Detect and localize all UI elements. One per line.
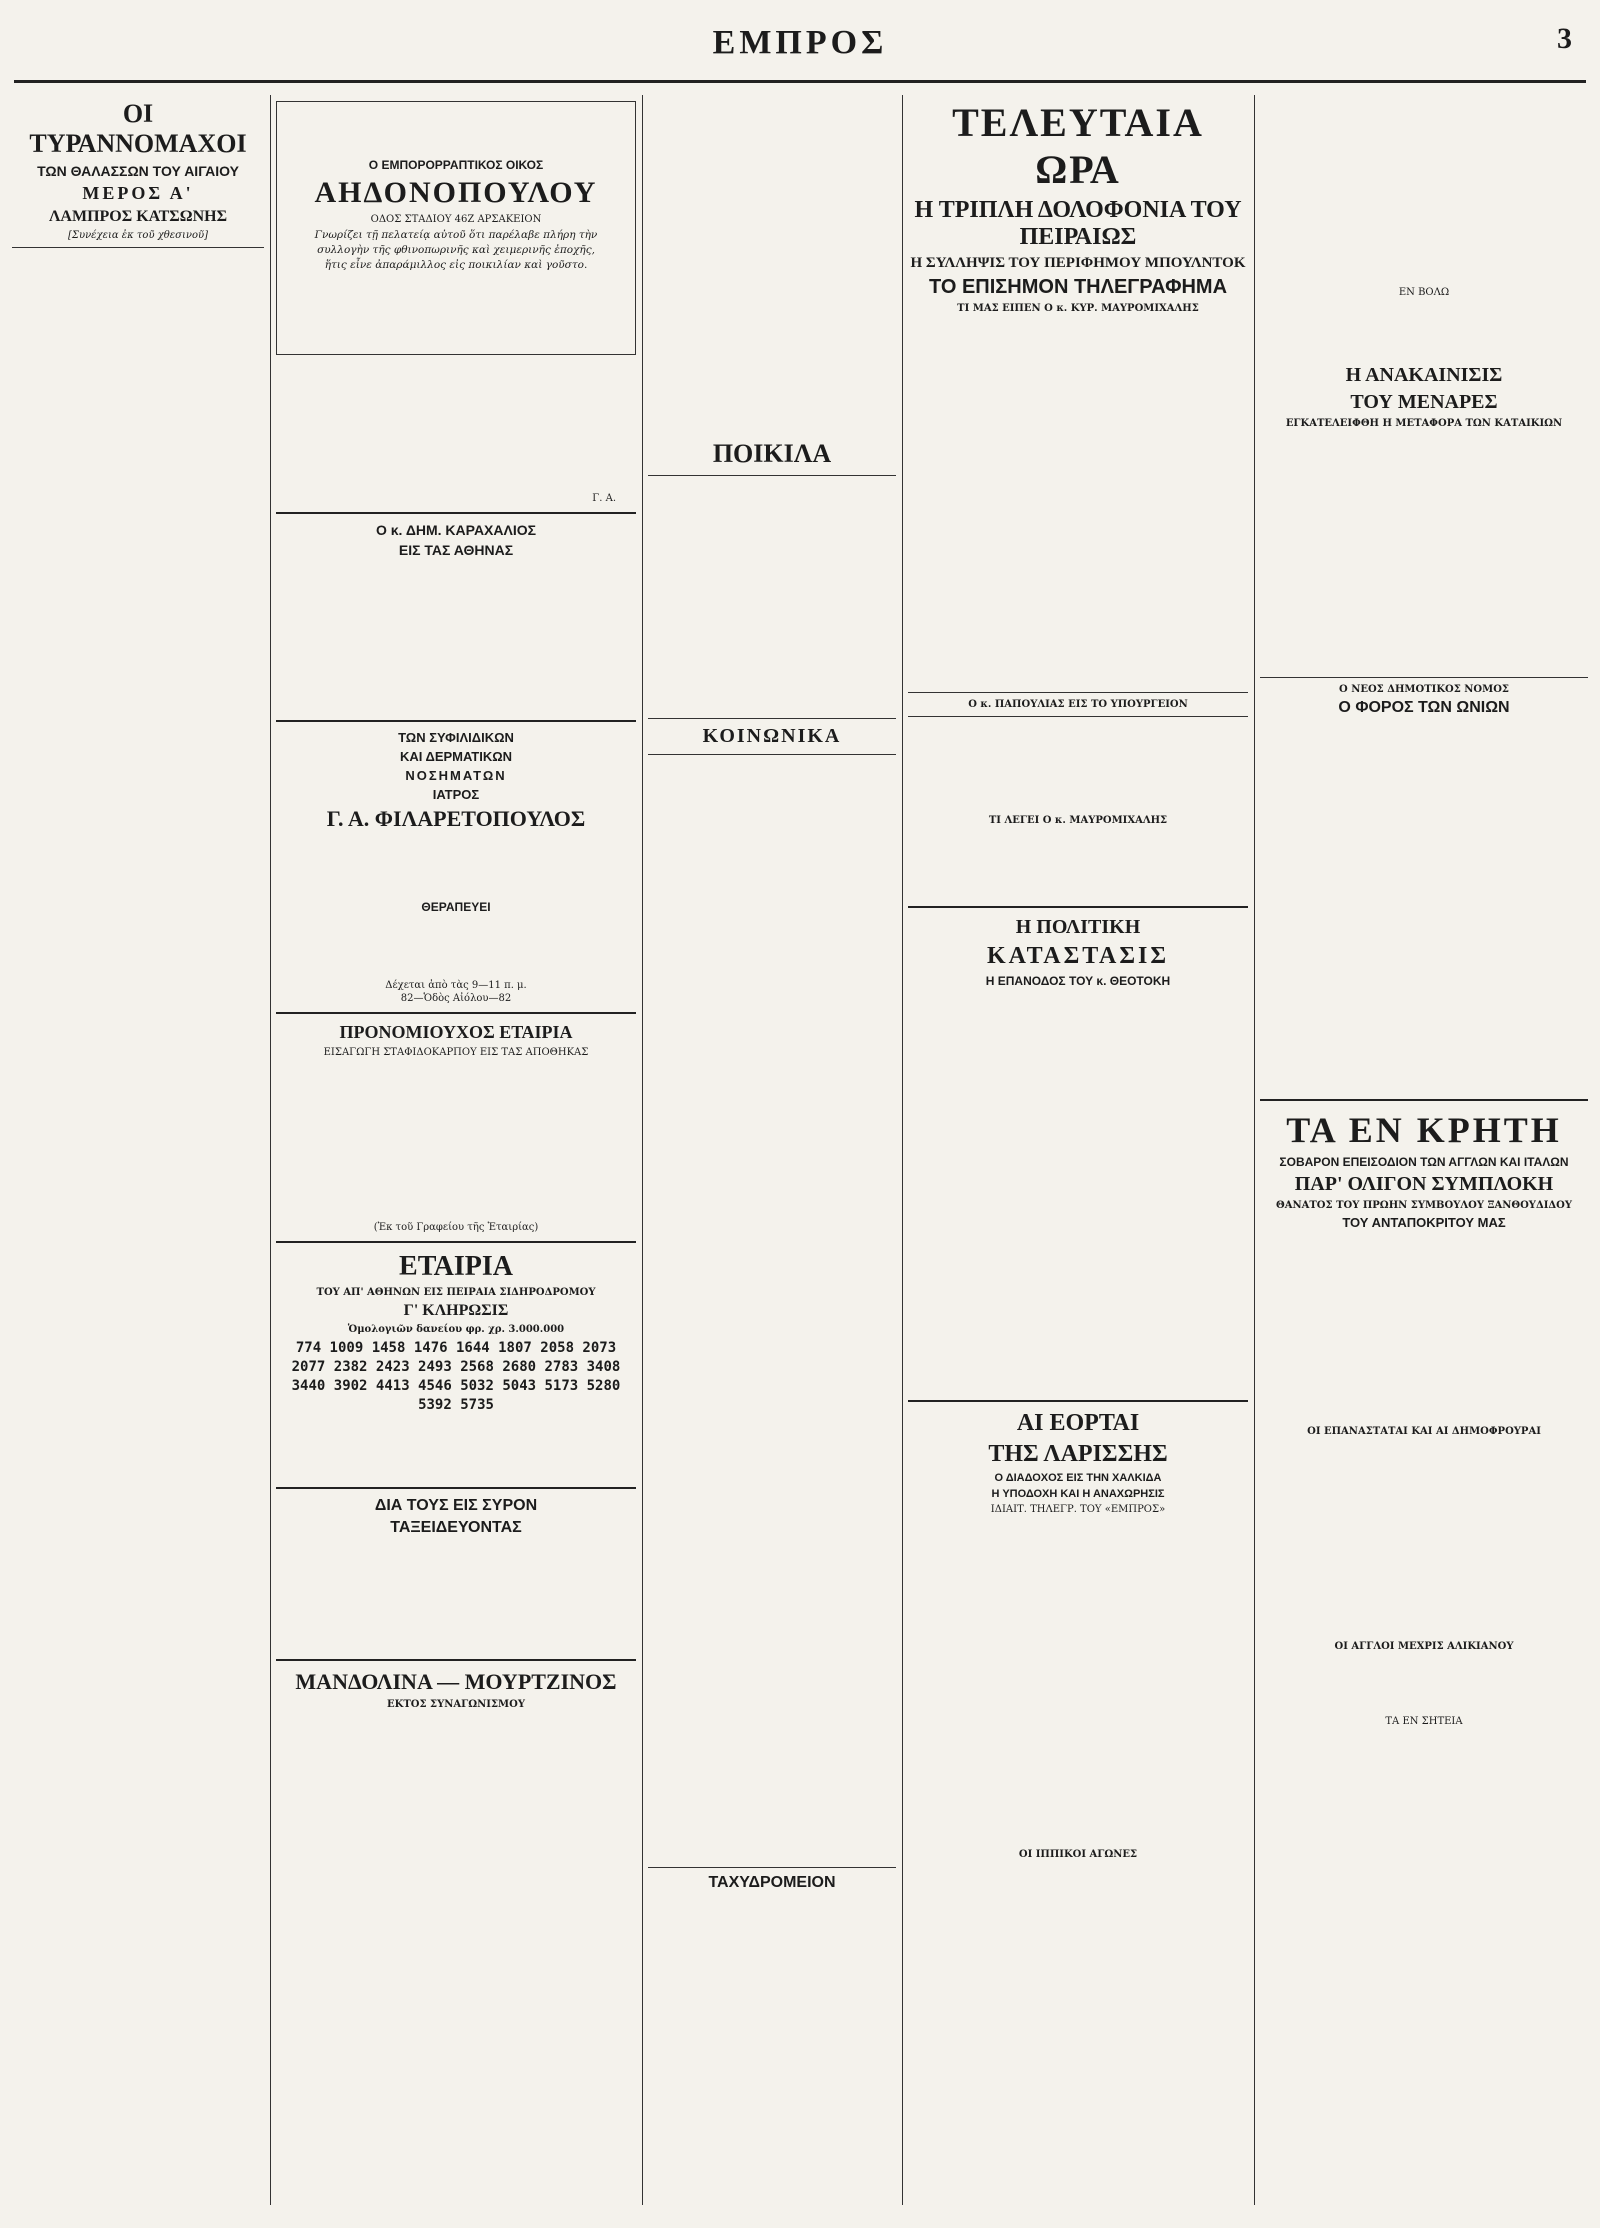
mandolina-heading: ΜΑΝΔΟΛΙΝΑ — ΜΟΥΡΤΖΙΝΟΣ bbox=[295, 1669, 617, 1694]
serial-note: [Συνέχεια ἐκ τοῦ χθεσινοῦ] bbox=[68, 230, 208, 241]
menares-heading: ΤΟΥ ΜΕΝΑΡΕΣ bbox=[1350, 391, 1498, 413]
newspaper-title: ΕΜΠΡΟΣ bbox=[712, 24, 888, 61]
karachalios-subheading: ΕΙΣ ΤΑΣ ΑΘΗΝΑΣ bbox=[398, 542, 514, 558]
divider bbox=[908, 906, 1248, 908]
anakainisis-heading: Η ΑΝΑΚΑΙΝΙΣΙΣ bbox=[1345, 364, 1503, 386]
eortai-heading-3: Ο ΔΙΑΔΟΧΟΣ ΕΙΣ ΤΗΝ ΧΑΛΚΙΔΑ bbox=[994, 1472, 1162, 1484]
arrest-heading: Η ΣΥΛΛΗΨΙΣ ΤΟΥ ΠΕΡΙΦΗΜΟΥ ΜΠΟΥΛΝΤΟΚ bbox=[910, 255, 1246, 271]
divider bbox=[648, 475, 896, 476]
serial-title: ΟΙ ΤΥΡΑΝΝΟΜΑΧΟΙ bbox=[29, 99, 247, 158]
page-number: 3 bbox=[1557, 22, 1572, 55]
divider bbox=[12, 247, 264, 248]
office-hours: Δέχεται ἀπὸ τὰς 9—11 π. μ. bbox=[385, 980, 527, 991]
ad-name: ΑΗΔΟΝΟΠΟΥΛΟΥ bbox=[314, 176, 598, 209]
column-4-latest-news bbox=[908, 95, 1248, 2205]
syros-heading: ΔΙΑ ΤΟΥΣ ΕΙΣ ΣΥΡΟΝ bbox=[374, 1497, 538, 1514]
column-3-news bbox=[648, 95, 896, 2205]
office-address: 82—Ὁδὸς Αἰόλου—82 bbox=[400, 993, 512, 1004]
divider bbox=[276, 512, 636, 514]
signature: Γ. Α. bbox=[592, 493, 616, 504]
koinonika-heading: ΚΟΙΝΩΝΙΚΑ bbox=[702, 725, 842, 747]
pronomiouchos-source: (Ἐκ τοῦ Γραφείου τῆς Ἑταιρίας) bbox=[373, 1222, 539, 1233]
klirosis-heading: Γ' ΚΛΗΡΩΣΙΣ bbox=[403, 1302, 509, 1319]
column-divider bbox=[1254, 95, 1255, 2205]
foros-heading: Ο ΦΟΡΟΣ ΤΩΝ ΩΝΙΩΝ bbox=[1338, 699, 1510, 716]
doctor-name: Γ. Α. ΦΙΛΑΡΕΤΟΠΟΥΛΟΣ bbox=[326, 806, 586, 831]
politiki-heading-2: ΚΑΤΑΣΤΑΣΙΣ bbox=[986, 943, 1170, 969]
epanastatai-heading: ΟΙ ΕΠΑΝΑΣΤΑΤΑΙ ΚΑΙ ΑΙ ΔΗΜΟΦΡΟΥΡΑΙ bbox=[1307, 1426, 1541, 1437]
syph-heading-2: ΚΑΙ ΔΕΡΜΑΤΙΚΩΝ bbox=[399, 749, 513, 764]
eortai-heading-2: ΤΗΣ ΛΑΡΙΣΣΗΣ bbox=[988, 1441, 1168, 1467]
pronomiouchos-heading: ΠΡΟΝΟΜΙΟΥΧΟΣ ΕΤΑΙΡΙΑ bbox=[339, 1022, 573, 1042]
divider bbox=[276, 720, 636, 722]
papoulias-heading: Ο κ. ΠΑΠΟΥΛΙΑΣ ΕΙΣ ΤΟ ΥΠΟΥΡΓΕΙΟΝ bbox=[968, 699, 1188, 710]
mandolina-subheading: ΕΚΤΟΣ ΣΥΝΑΓΩΝΙΣΜΟΥ bbox=[387, 1699, 525, 1710]
divider bbox=[1260, 1099, 1588, 1101]
hippikoi-heading: ΟΙ ΙΠΠΙΚΟΙ ΑΓΩΝΕΣ bbox=[1018, 1849, 1138, 1860]
poikila-heading: ΠΟΙΚΙΛΑ bbox=[712, 439, 832, 468]
divider bbox=[908, 1400, 1248, 1402]
syph-heading-1: ΤΩΝ ΣΥΦΙΛΙΔΙΚΩΝ bbox=[398, 730, 514, 745]
therapeuei: ΘΕΡΑΠΕΥΕΙ bbox=[421, 900, 491, 914]
divider bbox=[648, 754, 896, 755]
masthead bbox=[0, 0, 1600, 95]
eortai-heading-4: Η ΥΠΟΔΟΧΗ ΚΑΙ Η ΑΝΑΧΩΡΗΣΙΣ bbox=[991, 1488, 1165, 1500]
syph-heading-3: ΝΟΣΗΜΑΤΩΝ bbox=[405, 768, 507, 783]
divider bbox=[276, 1241, 636, 1243]
column-divider bbox=[270, 95, 271, 2205]
eortai-heading-5: ΙΔΙΑΙΤ. ΤΗΛΕΓΡ. ΤΟΥ «ΕΜΠΡΟΣ» bbox=[990, 1504, 1166, 1515]
column-2-ads bbox=[276, 95, 636, 2205]
serial-subtitle: ΤΩΝ ΘΑΛΑΣΣΩΝ ΤΟΥ ΑΙΓΑΙΟΥ bbox=[37, 163, 239, 179]
divider bbox=[648, 1867, 896, 1868]
masthead-rule bbox=[14, 80, 1586, 83]
serial-chapter: ΛΑΜΠΡΟΣ ΚΑΤΣΩΝΗΣ bbox=[48, 208, 228, 225]
column-1-serial-story bbox=[12, 95, 264, 2205]
column-divider bbox=[902, 95, 903, 2205]
politiki-heading-3: Η ΕΠΑΝΟΔΟΣ ΤΟΥ κ. ΘΕΟΤΟΚΗ bbox=[985, 974, 1171, 988]
teleutaia-ora-heading: ΤΕΛΕΥΤΑΙΑ ΩΡΑ bbox=[952, 100, 1204, 192]
murder-heading: Η ΤΡΙΠΛΗ ΔΟΛΟΦΟΝΙΑ ΤΟΥ ΠΕΙΡΑΙΩΣ bbox=[914, 197, 1242, 250]
syros-subheading: ΤΑΞΕΙΔΕΥΟΝΤΑΣ bbox=[390, 1519, 522, 1536]
eortai-heading-1: ΑΙ ΕΟΡΤΑΙ bbox=[1016, 1410, 1140, 1436]
daneion-text: Ὁμολογιῶν δανείου φρ. χρ. 3.000.000 bbox=[347, 1324, 565, 1335]
mavromichalis-heading: ΤΙ ΜΑΣ ΕΙΠΕΝ Ο κ. ΚΥΡ. ΜΑΥΡΟΜΙΧΑΛΗΣ bbox=[957, 303, 1199, 314]
angloi-heading: ΟΙ ΑΓΓΛΟΙ ΜΕΧΡΙΣ ΑΛΙΚΙΑΝΟΥ bbox=[1334, 1641, 1514, 1652]
serial-part: ΜΕΡΟΣ Α' bbox=[82, 183, 194, 203]
divider bbox=[276, 1487, 636, 1489]
kriti-heading-2: ΣΟΒΑΡΟΝ ΕΠΕΙΣΟΔΙΟΝ ΤΩΝ ΑΓΓΛΩΝ ΚΑΙ ΙΤΑΛΩΝ bbox=[1279, 1155, 1569, 1169]
menares-subheading: ΕΓΚΑΤΕΛΕΙΦΘΗ Η ΜΕΤΑΦΟΡΑ ΤΩΝ ΚΑΤΑΙΚΙΩΝ bbox=[1285, 418, 1563, 429]
syph-heading-4: ΙΑΤΡΟΣ bbox=[432, 787, 480, 802]
volos-heading: ΕΝ ΒΟΛΩ bbox=[1398, 287, 1450, 298]
etairia-subheading: ΤΟΥ ΑΠ' ΑΘΗΝΩΝ ΕΙΣ ΠΕΙΡΑΙΑ ΣΙΔΗΡΟΔΡΟΜΟΥ bbox=[316, 1287, 596, 1298]
divider bbox=[908, 692, 1248, 693]
politiki-heading-1: Η ΠΟΛΙΤΙΚΗ bbox=[1015, 916, 1141, 938]
karachalios-heading: Ο κ. ΔΗΜ. ΚΑΡΑΧΑΛΙΟΣ bbox=[375, 522, 537, 538]
nomos-heading: Ο ΝΕΟΣ ΔΗΜΟΤΙΚΟΣ ΝΟΜΟΣ bbox=[1339, 684, 1509, 695]
etairia-heading: ΕΤΑΙΡΙΑ bbox=[399, 1251, 513, 1282]
kriti-heading-3: ΠΑΡ' ΟΛΙΓΟΝ ΣΥΜΠΛΟΚΗ bbox=[1294, 1173, 1554, 1195]
divider bbox=[276, 1659, 636, 1661]
column-5-news bbox=[1260, 95, 1588, 2205]
column-divider bbox=[642, 95, 643, 2205]
lottery-numbers: 774 1009 1458 1476 1644 1807 2058 2073 2077 2382 2423 2493 2568 2680 2783 3408 3440 3902 4413 4546 5032 5043 5173 5280 5392 5735 bbox=[291, 1340, 621, 1413]
telegram-heading: ΤΟ ΕΠΙΣΗΜΟΝ ΤΗΛΕΓΡΑΦΗΜΑ bbox=[928, 276, 1228, 298]
divider bbox=[908, 716, 1248, 717]
ad-heading: Ο ΕΜΠΟΡΟΡΡΑΠΤΙΚΟΣ ΟΙΚΟΣ bbox=[368, 158, 544, 172]
kriti-heading-4: ΘΑΝΑΤΟΣ ΤΟΥ ΠΡΩΗΝ ΣΥΜΒΟΥΛΟΥ ΞΑΝΘΟΥΔΙΔΟΥ bbox=[1276, 1200, 1572, 1211]
ad-address: ΟΔΟΣ ΣΤΑΔΙΟΥ 46Ζ ΑΡΣΑΚΕΙΟΝ bbox=[370, 214, 542, 225]
kriti-heading-1: ΤΑ ΕΝ ΚΡΗΤΗ bbox=[1286, 1110, 1562, 1150]
pronomiouchos-subheading: ΕΙΣΑΓΩΓΗ ΣΤΑΦΙΔΟΚΑΡΠΟΥ ΕΙΣ ΤΑΣ ΑΠΟΘΗΚΑΣ bbox=[323, 1047, 589, 1058]
ad-aidonopoulou bbox=[276, 101, 636, 355]
siteia-heading: ΤΑ ΕΝ ΣΗΤΕΙΑ bbox=[1385, 1716, 1463, 1727]
divider bbox=[276, 1012, 636, 1014]
taxydromeion-heading: ΤΑΧΥΔΡΟΜΕΙΟΝ bbox=[708, 1874, 836, 1891]
divider bbox=[648, 718, 896, 719]
ti-legei-heading: ΤΙ ΛΕΓΕΙ Ο κ. ΜΑΥΡΟΜΙΧΑΛΗΣ bbox=[988, 815, 1168, 826]
ad-text: Γνωρίζει τῇ πελατείᾳ αὐτοῦ ὅτι παρέλαβε πλήρη τὴν συλλογὴν τῆς φθινοπωρινῆς καὶ χειμερινῆς ἐποχῆς, ἥτις εἶνε ἀπαράμιλλος εἰς ποικιλίαν καὶ γοῦστο. bbox=[314, 229, 598, 271]
divider bbox=[1260, 677, 1588, 678]
kriti-heading-5: ΤΟΥ ΑΝΤΑΠΟΚΡΙΤΟΥ ΜΑΣ bbox=[1342, 1215, 1506, 1230]
